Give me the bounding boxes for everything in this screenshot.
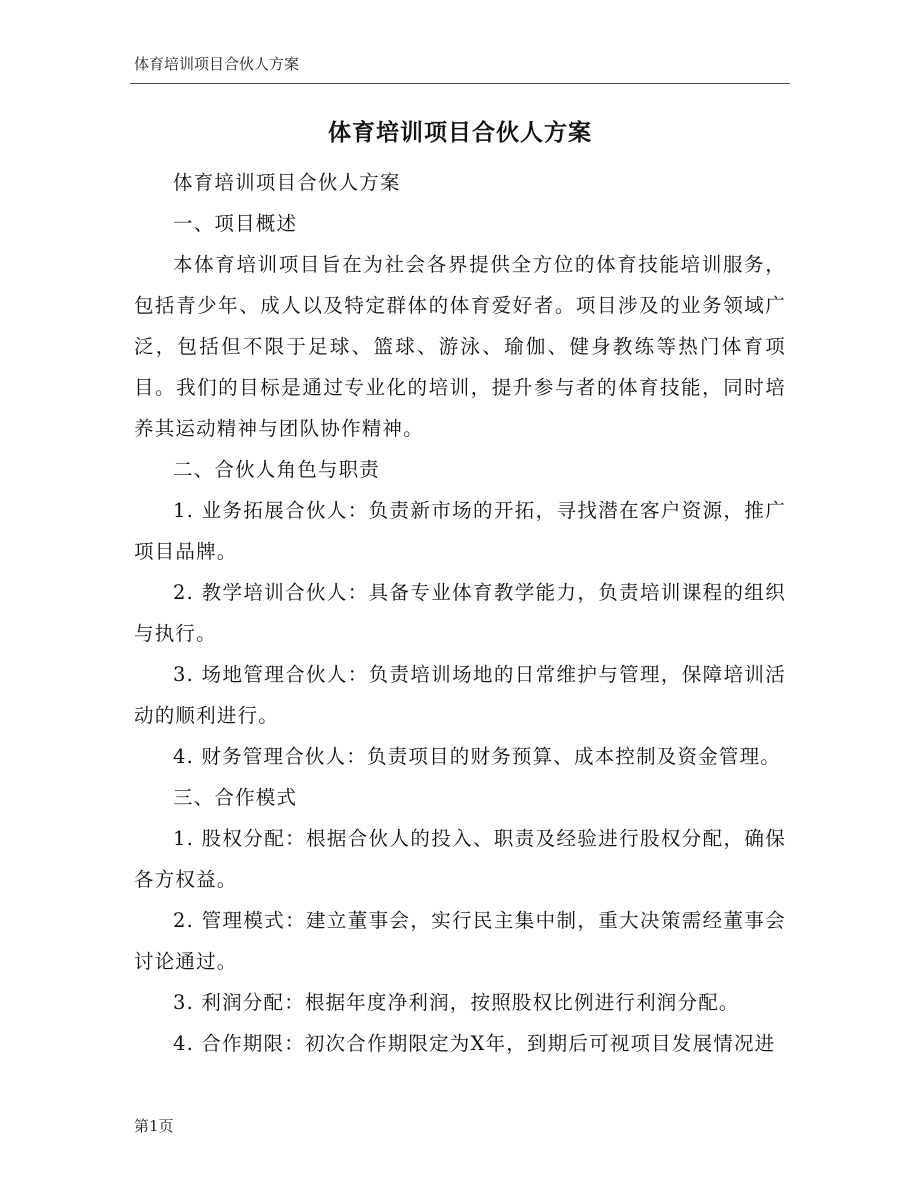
list-item-role-3: 3. 场地管理合伙人：负责培训场地的日常维护与管理，保障培训活动的顺利进行。 <box>134 663 786 727</box>
section-heading-overview: 一、项目概述 <box>173 212 298 235</box>
paragraph-overview: 本体育培训项目旨在为社会各界提供全方位的体育技能培训服务，包括青少年、成人以及特定群体的体育爱好者。项目涉及的业务领域广泛，包括但不限于足球、篮球、游泳、瑜伽、健身教练等热门体育项目。我们的目标是通过专业化的培训，提升参与者的体育技能，同时培养其运动精神与团队协作精神。 <box>134 253 786 440</box>
list-item-mode-2: 2. 管理模式：建立董事会，实行民主集中制，重大决策需经董事会讨论通过。 <box>134 909 786 973</box>
list-item-role-4: 4. 财务管理合伙人：负责项目的财务预算、成本控制及资金管理。 <box>173 745 782 768</box>
list-item-role-1: 1. 业务拓展合伙人：负责新市场的开拓，寻找潜在客户资源，推广项目品牌。 <box>134 499 786 563</box>
paragraph-subtitle: 体育培训项目合伙人方案 <box>173 171 401 194</box>
list-item-mode-4: 4. 合作期限：初次合作期限定为X年，到期后可视项目发展情况进 <box>173 1032 776 1055</box>
list-item-mode-1: 1. 股权分配：根据合伙人的投入、职责及经验进行股权分配，确保各方权益。 <box>134 827 786 891</box>
running-header: 体育培训项目合伙人方案 <box>134 55 300 73</box>
list-item-role-2: 2. 教学培训合伙人：具备专业体育教学能力，负责培训课程的组织与执行。 <box>134 581 786 645</box>
list-item-mode-3: 3. 利润分配：根据年度净利润，按照股权比例进行利润分配。 <box>173 991 740 1014</box>
section-heading-cooperation: 三、合作模式 <box>173 786 298 809</box>
page-title: 体育培训项目合伙人方案 <box>328 120 592 146</box>
page-number: 第1页 <box>134 1117 174 1135</box>
section-heading-roles: 二、合伙人角色与职责 <box>173 458 381 481</box>
header-divider <box>130 83 790 84</box>
document-body <box>134 162 786 1064</box>
